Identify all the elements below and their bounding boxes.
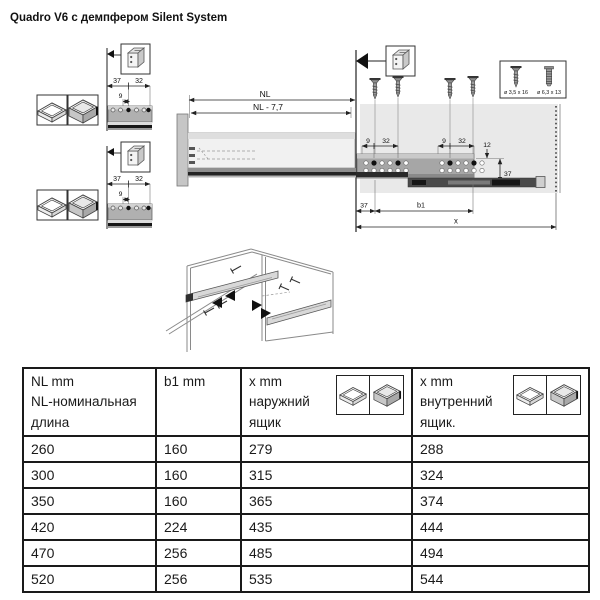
header-x-inner <box>412 368 589 436</box>
drawer-type-icons-inner <box>37 190 98 220</box>
dim-label-12: 12 <box>483 142 491 149</box>
drawer-open-icon <box>515 378 545 412</box>
dim-label-37: 37 <box>360 202 368 210</box>
cell-nl: 520 <box>23 566 156 592</box>
screw-size-label: ø 6,3 x 13 <box>537 90 561 96</box>
cell-x-outer: 279 <box>241 436 412 462</box>
cell-nl: 350 <box>23 488 156 514</box>
dimension-table <box>22 367 590 593</box>
table-row <box>23 566 589 592</box>
cross-section-detail-outer <box>107 44 152 131</box>
dim-label-32: 32 <box>458 138 466 145</box>
cell-nl: 260 <box>23 436 156 462</box>
dim-label-9: 9 <box>118 93 123 100</box>
header-text: наружний <box>249 394 310 410</box>
header-text: x mm <box>420 374 453 389</box>
table-header-row <box>23 368 589 436</box>
header-b1 <box>156 368 241 436</box>
screws-right <box>279 277 300 291</box>
right-slide <box>267 300 331 325</box>
cross-section-detail-inner <box>107 142 152 229</box>
cube-icon <box>128 48 144 67</box>
header-text: ящик <box>249 414 281 430</box>
drawer-type-icons-outer <box>37 95 98 125</box>
table-row <box>23 514 589 540</box>
header-text: NL-номинальная <box>31 394 137 410</box>
cell-x-outer: 535 <box>241 566 412 592</box>
dim-label-nl: NL <box>259 89 271 99</box>
install-arrow-icon <box>252 300 262 311</box>
rail-cross-section <box>108 106 152 130</box>
page-title: Quadro V6 с демпфером Silent System <box>10 12 228 24</box>
dim-label-nl-minus: NL - 7,7 <box>253 102 283 112</box>
cell-b1: 160 <box>156 488 241 514</box>
cell-b1: 224 <box>156 514 241 540</box>
cell-x-inner: 374 <box>412 488 589 514</box>
table-row <box>23 488 589 514</box>
drawer-walled-icon <box>549 378 579 412</box>
cell-b1: 160 <box>156 462 241 488</box>
reference-arrow-icon <box>107 50 114 58</box>
cell-x-inner: 544 <box>412 566 589 592</box>
isometric-installation-view <box>166 249 333 352</box>
header-nl <box>23 368 156 436</box>
dim-label-37: 37 <box>504 171 512 178</box>
header-text: внутренний <box>420 394 493 410</box>
cell-b1: 256 <box>156 566 241 592</box>
reference-arrow-icon <box>356 53 368 69</box>
header-text: ящик. <box>420 414 456 430</box>
dim-label-32: 32 <box>135 78 143 85</box>
inner-drawer-icons <box>513 375 582 415</box>
header-x-outer <box>241 368 412 436</box>
cell-nl: 300 <box>23 462 156 488</box>
cell-x-inner: 444 <box>412 514 589 540</box>
header-text: длина <box>31 414 70 430</box>
screw-size-label: ø 3,5 x 16 <box>504 90 528 96</box>
cell-x-outer: 365 <box>241 488 412 514</box>
outer-drawer-icons <box>336 375 405 415</box>
dim-label-b1: b1 <box>417 200 425 210</box>
cell-x-inner: 494 <box>412 540 589 566</box>
dim-label-x: x <box>454 216 458 226</box>
drawer-walled-icon <box>372 378 402 412</box>
cell-nl: 470 <box>23 540 156 566</box>
cell-x-inner: 288 <box>412 436 589 462</box>
cell-x-outer: 315 <box>241 462 412 488</box>
cube-icon <box>393 50 409 69</box>
drawer-open-icon <box>338 378 368 412</box>
cell-x-outer: 435 <box>241 514 412 540</box>
main-side-view <box>177 46 566 232</box>
header-text: NL mm <box>31 374 74 389</box>
table-row <box>23 436 589 462</box>
table-row <box>23 540 589 566</box>
screw-spec-box <box>500 61 566 98</box>
cell-nl: 420 <box>23 514 156 540</box>
table-row <box>23 462 589 488</box>
drawer-front-panel <box>177 114 188 186</box>
cell-x-outer: 485 <box>241 540 412 566</box>
drawer-side-view <box>177 114 356 186</box>
cell-b1: 256 <box>156 540 241 566</box>
dim-label-37: 37 <box>113 78 121 85</box>
cell-x-inner: 324 <box>412 462 589 488</box>
dim-label-9: 9 <box>442 138 446 145</box>
header-text: x mm <box>249 374 282 389</box>
header-text: b1 mm <box>164 374 206 389</box>
cell-b1: 160 <box>156 436 241 462</box>
dim-label-9: 9 <box>366 138 370 145</box>
dim-label-32: 32 <box>382 138 390 145</box>
